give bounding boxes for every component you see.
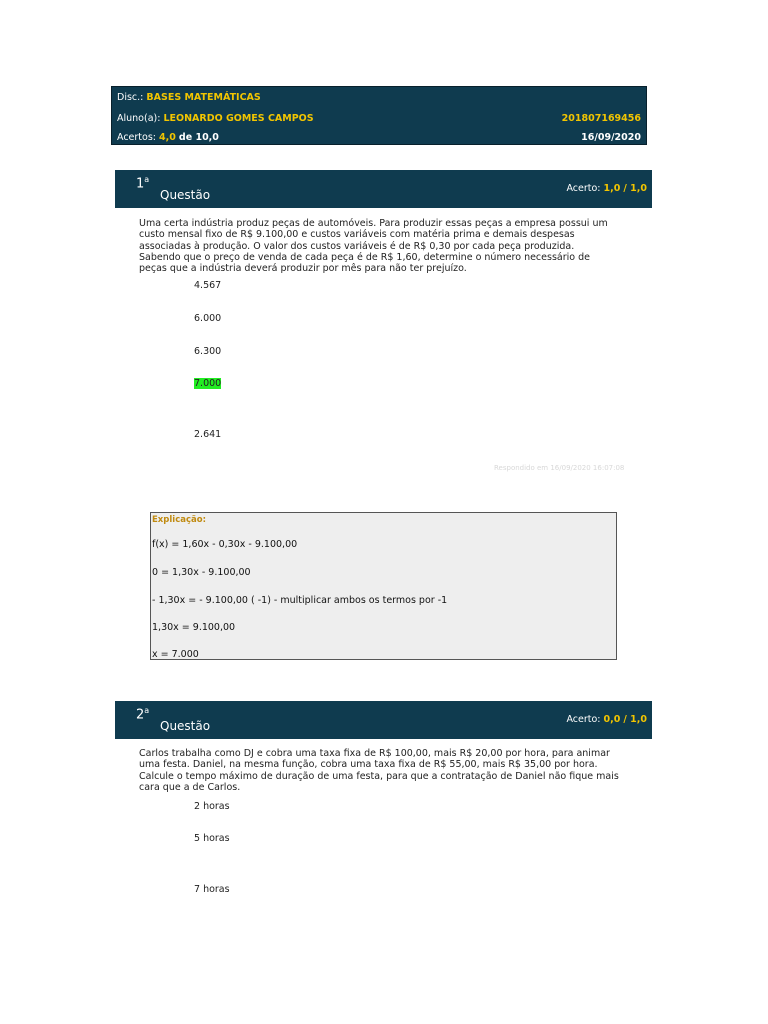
acerto-label: Acerto: [566,183,601,194]
score-row [117,131,641,145]
question-2-number [136,706,149,722]
option-text: 6.300 [194,346,222,357]
question-1-header [115,170,652,208]
option-text: 7 horas [194,884,230,895]
acerto-label: Acerto: [566,714,601,725]
score-value: 4,0 [159,132,176,143]
option-text: 6.000 [194,313,222,324]
option-text: 2.641 [194,429,222,440]
student-id: 201807169456 [561,113,641,124]
question-number-text: 2 [136,707,145,723]
acerto-value: 1,0 [603,183,621,194]
explanation-line: f(x) = 1,60x - 0,30x - 9.100,00 [152,539,298,550]
explanation-line: 1,30x = 9.100,00 [152,622,236,633]
option-text: 7.000 [194,378,222,389]
acerto-total: / 1,0 [623,183,647,194]
explanation-line: x = 7.000 [152,649,199,660]
option-text: 2 horas [194,801,230,812]
question-1-option-a[interactable] [194,280,221,291]
question-1-option-e[interactable] [194,429,221,440]
question-text-line: cara que a de Carlos. [139,781,241,793]
discipline-label: Disc.: [117,92,144,103]
question-text-line: custo mensal fixo de R$ 9.100,00 e custos variáveis com matéria prima e demais despesas [139,229,575,241]
question-2-option-a[interactable] [194,801,230,812]
question-text-line: peças que a indústria deverá produzir por mês para não ter prejuízo. [139,263,467,275]
question-text-line: associadas à produção. O valor dos custos variáveis é de R$ 0,30 por cada peça produzida. [139,240,575,252]
question-1-label: Questão [160,188,211,202]
discipline-value: BASES MATEMÁTICAS [146,92,261,103]
question-2-text [139,748,629,793]
question-2-option-c[interactable] [194,884,230,895]
question-text-line: Sabendo que o preço de venda de cada peça é de R$ 1,60, determine o número necessário de [139,251,590,263]
student-label: Aluno(a): [117,113,161,124]
question-2-score [566,714,647,725]
question-text-line: Carlos trabalha como DJ e cobra uma taxa fixa de R$ 100,00, mais R$ 20,00 por hora, para animar [139,748,610,759]
answered-timestamp: Respondido em 16/09/2020 16:07:08 [494,464,625,472]
student-name: LEONARDO GOMES CAMPOS [163,113,314,124]
option-text: 4.567 [194,280,222,291]
option-text: 5 horas [194,833,230,844]
question-2-label: Questão [160,719,211,733]
question-1-score [566,183,647,194]
explanation-title: Explicação: [152,515,206,525]
question-number-text: 1 [136,176,145,192]
score-label: Acertos: [117,132,156,143]
question-1-option-c[interactable] [194,346,221,357]
question-1-text [139,218,629,274]
student-row [117,112,641,126]
question-1-option-b[interactable] [194,313,221,324]
acerto-total: / 1,0 [623,714,647,725]
explanation-line: 0 = 1,30x - 9.100,00 [152,567,251,578]
question-1-number [136,175,149,191]
question-text-line: Calcule o tempo máximo de duração de uma festa, para que a contratação de Daniel não fique mais [139,770,619,782]
explanation-box [150,512,617,660]
question-number-sup: a [144,706,150,715]
exam-date: 16/09/2020 [581,132,641,143]
question-text-line: uma festa. Daniel, na mesma função, cobra uma taxa fixa de R$ 55,00, mais R$ 35,00 por hora. [139,759,598,771]
acerto-value: 0,0 [603,714,621,725]
question-2-option-b[interactable] [194,833,230,844]
question-text-line: Uma certa indústria produz peças de automóveis. Para produzir essas peças a empresa possui um [139,218,608,229]
question-1-option-d-correct[interactable] [194,378,221,389]
question-2-header [115,701,652,739]
question-number-sup: a [144,175,150,184]
exam-info-panel [111,86,647,145]
explanation-line: - 1,30x = - 9.100,00 ( -1) - multiplicar ambos os termos por -1 [152,595,448,606]
discipline-row [117,91,641,105]
score-total: de 10,0 [178,132,219,143]
